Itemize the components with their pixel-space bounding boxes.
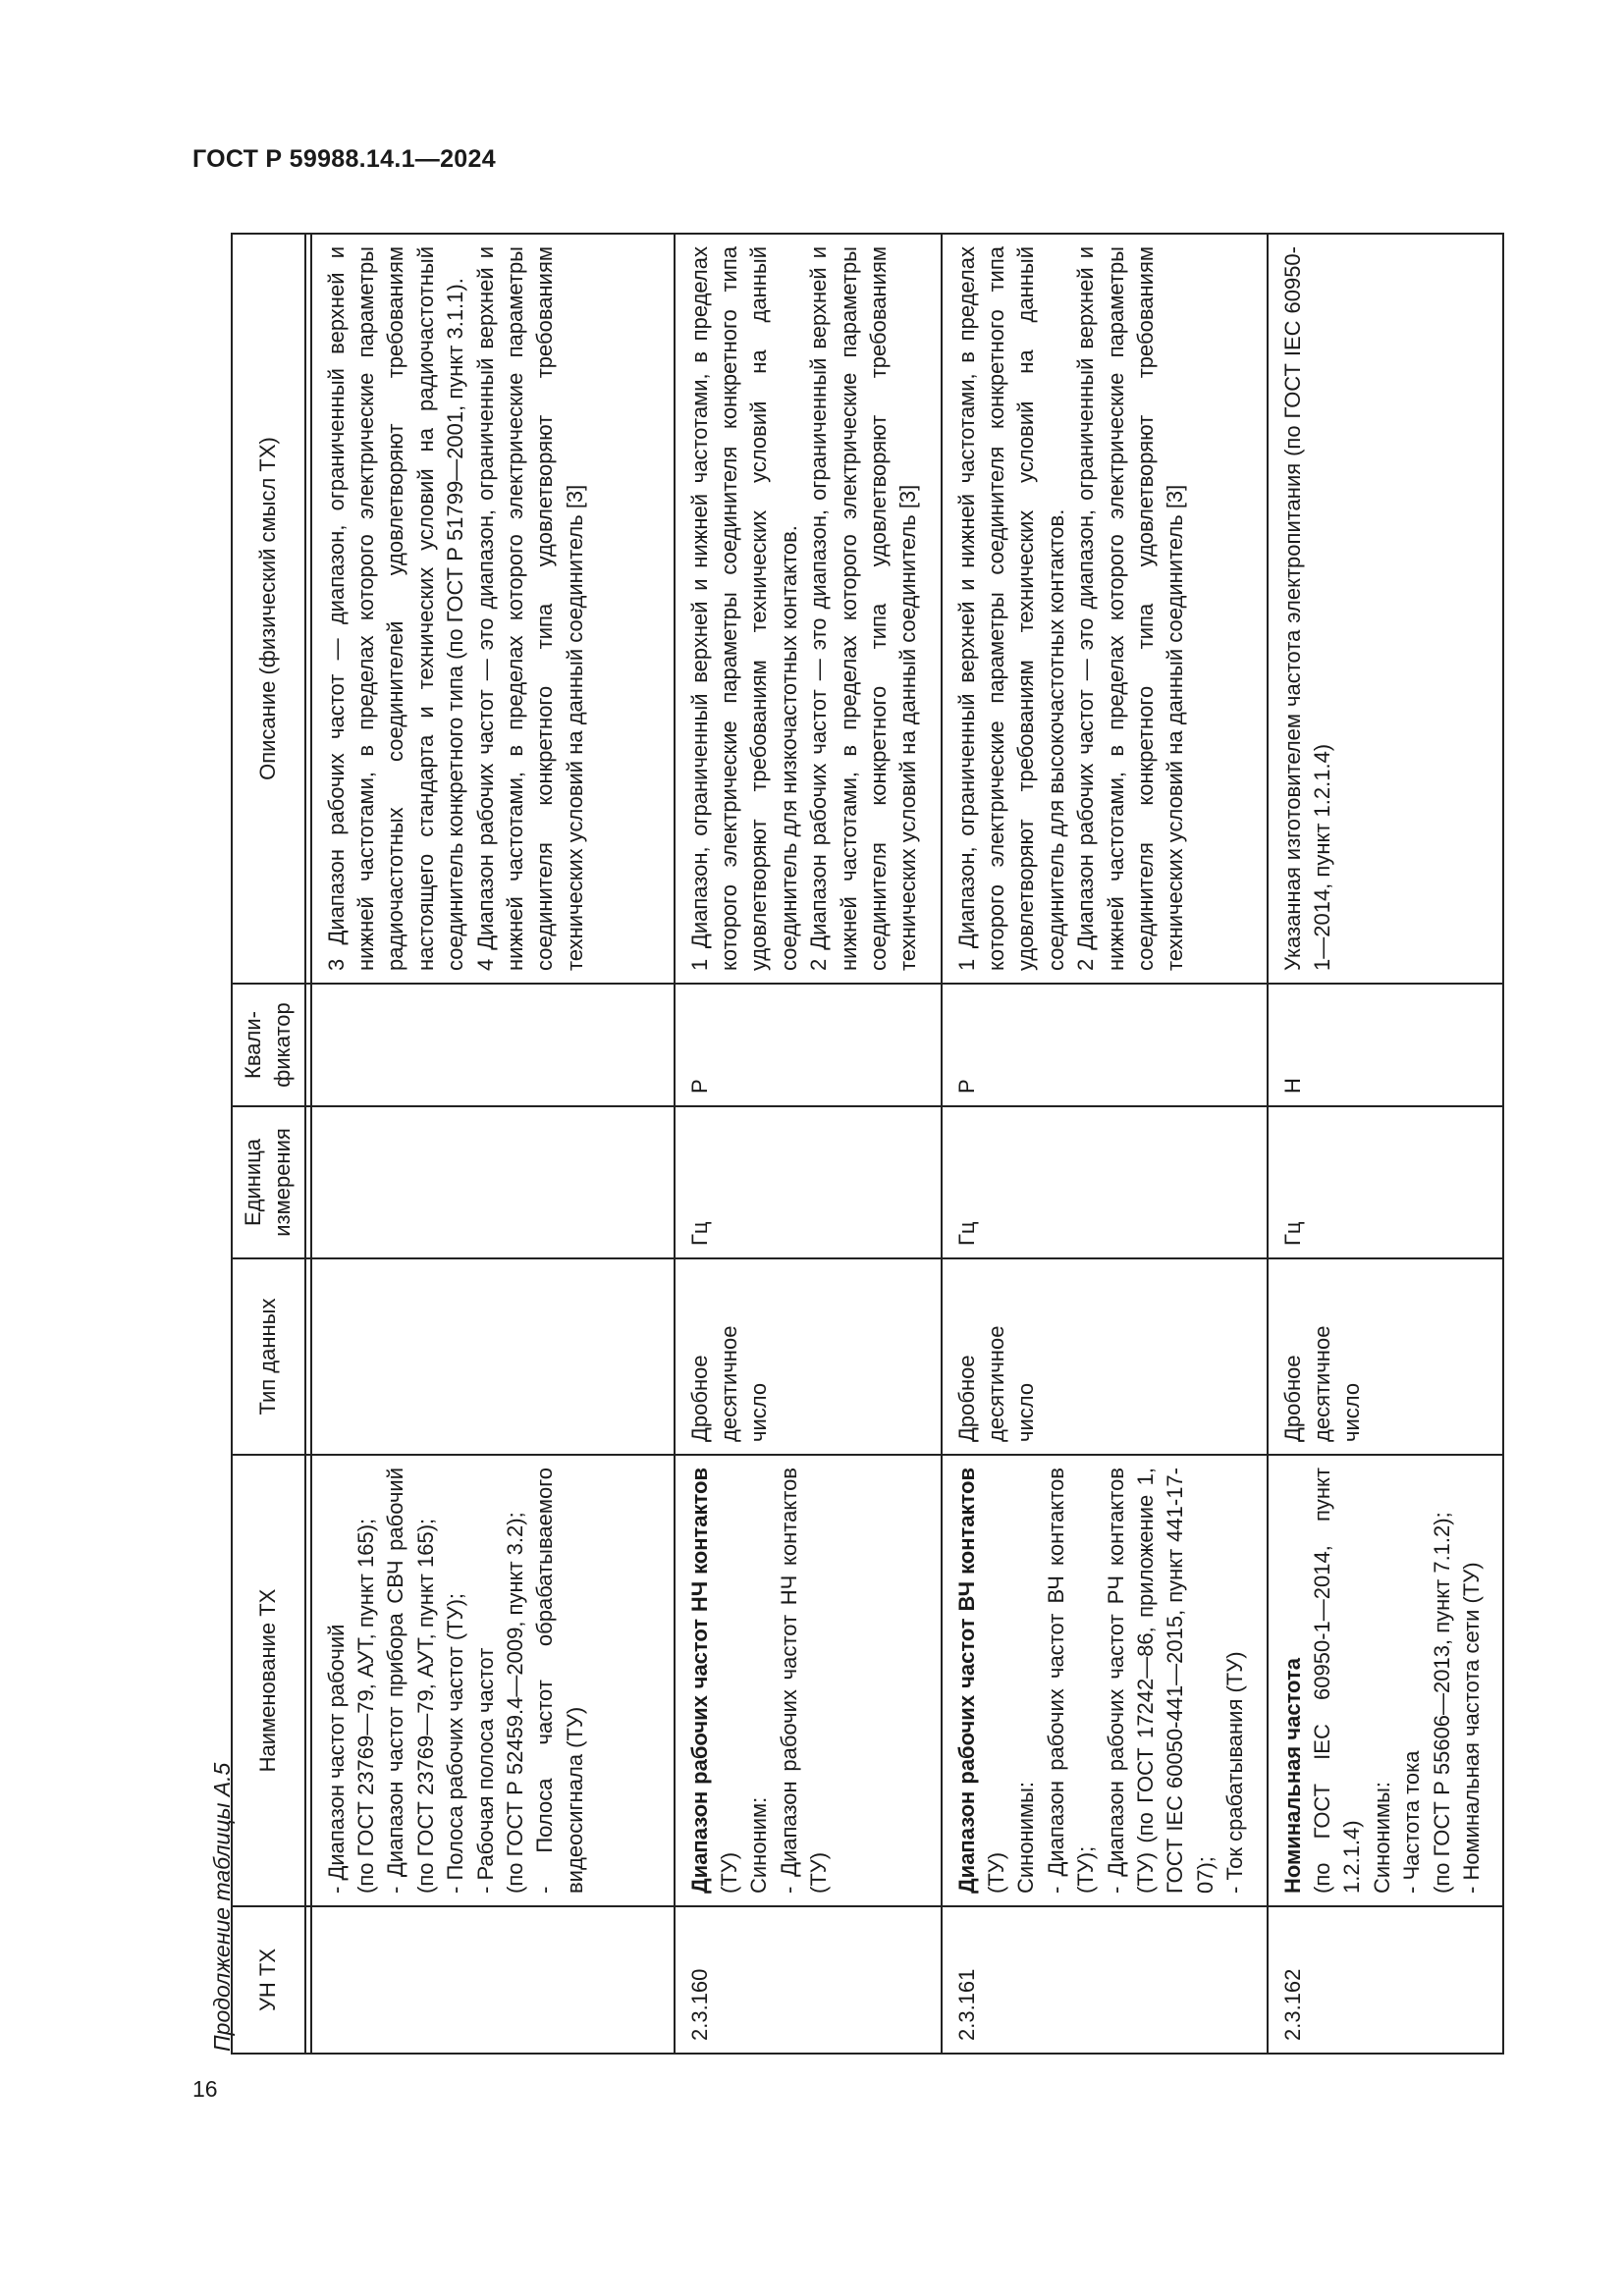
cell-unit xyxy=(311,1106,675,1258)
header-qualifier: Квали-фикатор xyxy=(232,984,305,1106)
header-name: Наименование ТХ xyxy=(232,1455,305,1906)
name-line: (по ГОСТ IEC 60950-1—2014, пункт 1.2.1.4) xyxy=(1310,1468,1365,1894)
name-line: (ТУ) xyxy=(984,1851,1009,1894)
cell-un: 2.3.160 xyxy=(675,1906,942,2054)
description-paragraph: 2 Диапазон рабочих частот — это диапазон, ограниченный верхней и нижней частотами, в пределах которого электрические параметры соединителя конкретного типа удовлетворяют требованиям технических условий на данный соединитель [3] xyxy=(806,246,921,971)
name-line: - Рабочая полоса частот xyxy=(472,1647,498,1894)
header-type: Тип данных xyxy=(232,1258,305,1455)
cell-unit: Гц xyxy=(1268,1106,1503,1258)
name-line: - Частота тока xyxy=(1399,1750,1425,1894)
name-title: Номинальная частота xyxy=(1279,1658,1305,1894)
cell-type xyxy=(311,1258,675,1455)
cell-un: 2.3.162 xyxy=(1268,1906,1503,2054)
description-paragraph: 1 Диапазон, ограниченный верхней и нижней частотами, в пределах которого электрические параметры соединителя конкретного типа удовлетворяют требованиям технических условий на данный соединитель для низкочастотных контактов. xyxy=(686,246,801,971)
description-paragraph: Указанная изготовителем частота электропитания (по ГОСТ IEC 60950-1—2014, пункт 1.2.1.4) xyxy=(1279,246,1335,971)
name-line: (по ГОСТ Р 55606—2013, пункт 7.1.2); xyxy=(1429,1512,1454,1894)
name-line: Синонимы: xyxy=(1013,1781,1039,1894)
table-caption: Продолжение таблицы А.5 xyxy=(209,1762,235,2052)
cell-un xyxy=(311,1906,675,2054)
name-line: - Номинальная частота сети (ТУ) xyxy=(1458,1562,1484,1894)
name-line: - Полоса частот обрабатываемого видеосигнала (ТУ) xyxy=(532,1468,587,1894)
table-row xyxy=(311,234,675,2054)
cell-description xyxy=(942,234,1268,984)
name-line: - Ток срабатывания (ТУ) xyxy=(1221,1651,1247,1894)
cell-type: Дробное десятичное число xyxy=(675,1258,942,1455)
cell-description xyxy=(675,234,942,984)
table-row xyxy=(942,234,1268,2054)
name-line: (ТУ) xyxy=(717,1851,742,1894)
name-line: - Диапазон рабочих частот РЧ контактов (ТУ) (по ГОСТ 17242—86, приложение 1, ГОСТ IEC 60050-441—2015, пункт 441-17-07); xyxy=(1103,1468,1218,1894)
document-code: ГОСТ Р 59988.14.1—2024 xyxy=(192,145,496,173)
cell-qualifier: Р xyxy=(942,984,1268,1106)
cell-unit: Гц xyxy=(942,1106,1268,1258)
name-line: Синонимы: xyxy=(1369,1781,1394,1894)
header-unit: Единица измерения xyxy=(232,1106,305,1258)
name-title: Диапазон рабочих частот НЧ контактов xyxy=(686,1468,712,1894)
description-paragraph: 4 Диапазон рабочих частот — это диапазон, ограниченный верхней и нижней частотами, в пределах которого электрические параметры соединителя конкретного типа удовлетворяют требованиям технических условий на данный соединитель [3] xyxy=(472,246,587,971)
cell-name xyxy=(675,1455,942,1906)
description-paragraph: 3 Диапазон рабочих частот — диапазон, ограниченный верхней и нижней частотами, в пределах которого электрические параметры радиочастотных соединителей удовлетворяют требованиям настоящего стандарта и технических условий на радиочастотный соединитель конкретного типа (по ГОСТ Р 51799—2001, пункт 3.1.1). xyxy=(323,246,468,971)
cell-name xyxy=(942,1455,1268,1906)
table-row xyxy=(1268,234,1503,2054)
cell-type: Дробное десятичное число xyxy=(942,1258,1268,1455)
cell-qualifier: Н xyxy=(1268,984,1503,1106)
table-row xyxy=(675,234,942,2054)
description-paragraph: 1 Диапазон, ограниченный верхней и нижней частотами, в пределах которого электрические параметры соединителя конкретного типа удовлетворяют требованиям технических условий на данный соединитель для высокочастотных контактов. xyxy=(953,246,1068,971)
header-description: Описание (физический смысл ТХ) xyxy=(232,234,305,984)
name-line: Синоним: xyxy=(746,1796,772,1894)
name-line: (по ГОСТ 23769—79, АУТ, пункт 165); xyxy=(353,1518,379,1894)
name-line: (по ГОСТ Р 52459.4—2009, пункт 3.2); xyxy=(502,1512,527,1894)
name-line: - Диапазон рабочих частот НЧ контактов (ТУ) xyxy=(776,1468,832,1894)
characteristics-table xyxy=(231,233,1504,2055)
cell-un: 2.3.161 xyxy=(942,1906,1268,2054)
table-container xyxy=(231,235,1503,2055)
name-line: - Полоса рабочих частот (ТУ); xyxy=(443,1592,468,1894)
description-paragraph: 2 Диапазон рабочих частот — это диапазон, ограниченный верхней и нижней частотами, в пределах которого электрические параметры соединителя конкретного типа удовлетворяют требованиям технических условий на данный соединитель [3] xyxy=(1073,246,1188,971)
name-line: - Диапазон частот прибора СВЧ рабочий (по ГОСТ 23769—79, АУТ, пункт 165); xyxy=(383,1468,438,1894)
name-title: Диапазон рабочих частот ВЧ контактов xyxy=(953,1468,979,1894)
table-header-row xyxy=(232,234,305,2054)
name-line: - Диапазон частот рабочий xyxy=(323,1624,349,1894)
cell-description xyxy=(1268,234,1503,984)
cell-unit: Гц xyxy=(675,1106,942,1258)
cell-description xyxy=(311,234,675,984)
cell-type: Дробное десятичное число xyxy=(1268,1258,1503,1455)
name-line: - Диапазон рабочих частот ВЧ контактов (ТУ); xyxy=(1043,1468,1099,1894)
cell-name xyxy=(1268,1455,1503,1906)
header-un: УН ТХ xyxy=(232,1906,305,2054)
cell-qualifier xyxy=(311,984,675,1106)
cell-name xyxy=(311,1455,675,1906)
page-number: 16 xyxy=(192,2076,218,2102)
cell-qualifier: Р xyxy=(675,984,942,1106)
